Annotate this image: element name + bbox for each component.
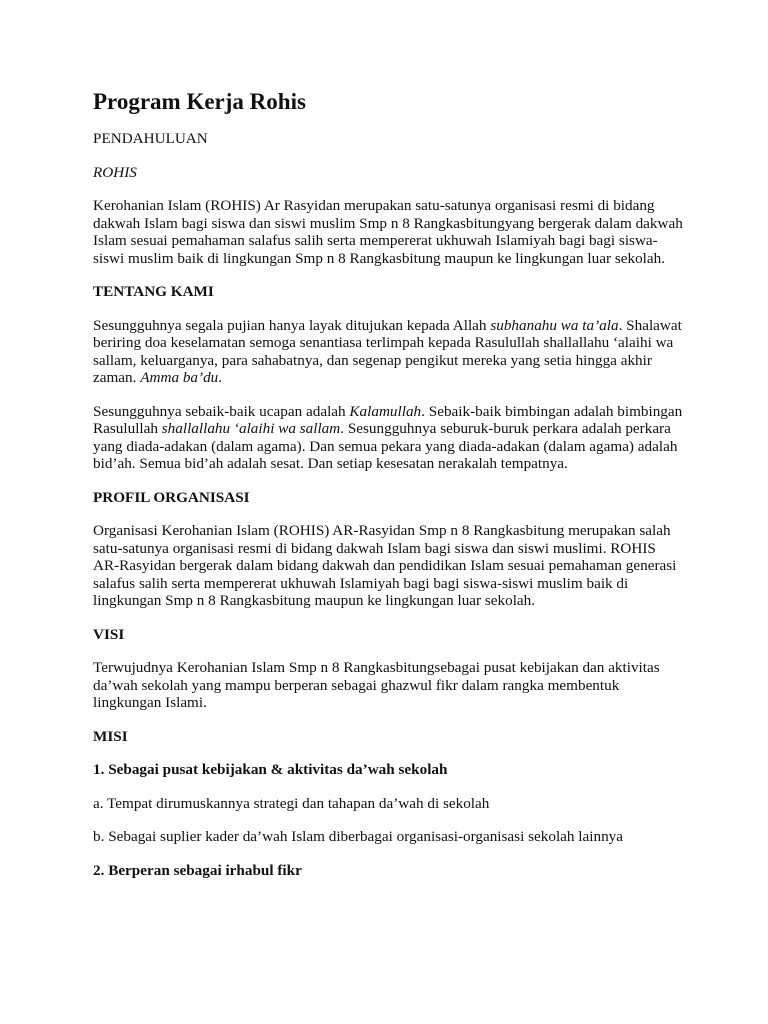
about-p1-text-a: Sesungguhnya segala pujian hanya layak ditujukan kepada Allah: [93, 316, 491, 334]
misi-item-1a: a. Tempat dirumuskannya strategi dan tahapan da’wah di sekolah: [93, 794, 490, 812]
misi-item-2: 2. Berperan sebagai irhabul fikr: [93, 861, 302, 879]
about-p2-text-a: Sesungguhnya sebaik-baik ucapan adalah: [93, 402, 350, 420]
intro-heading: PENDAHULUAN: [93, 130, 208, 147]
misi-heading: MISI: [93, 727, 128, 745]
misi-item-1: 1. Sebagai pusat kebijakan & aktivitas da’wah sekolah: [93, 761, 448, 778]
misi-item-1b: b. Sebagai suplier kader da’wah Islam diberbagai organisasi-organisasi sekolah lainnya: [93, 828, 623, 845]
document-title: Program Kerja Rohis: [93, 89, 306, 114]
document-page: [93, 88, 683, 895]
about-p2-italic-b: Kalamullah: [349, 402, 422, 420]
visi-heading: VISI: [93, 625, 125, 643]
rohis-label: ROHIS: [93, 163, 137, 181]
about-p2-text-e: . Sesungguhnya seburuk-buruk perkara adalah perkara yang diada-adakan (dalam agama). Dan semua pekara yang diada-adakan (dalam agama) adalah bid’ah. Semua bid’ah adalah sesat. Dan setiap kesesatan nerakalah tempatnya.: [93, 420, 678, 472]
about-paragraph-1: [93, 317, 683, 387]
about-p1-italic-b: subhanahu wa ta’ala: [490, 316, 619, 334]
about-paragraph-2: [93, 403, 683, 473]
profile-heading: PROFIL ORGANISASI: [93, 488, 250, 506]
about-p2-text-c: . Sebaik-baik bimbingan adalah bimbingan Rasulullah: [93, 402, 683, 437]
visi-paragraph: Terwujudnya Kerohanian Islam Smp n 8 Rangkasbitungsebagai pusat kebijakan dan aktivitas da’wah sekolah yang mampu berperan sebagai ghazwul fikr dalam rangka membentuk lingkungan Islami.: [93, 659, 660, 711]
about-p1-text-e: .: [218, 369, 223, 386]
intro-paragraph: Kerohanian Islam (ROHIS) Ar Rasyidan merupakan satu-satunya organisasi resmi di bidang dakwah Islam bagi siswa dan siswi muslim Smp n 8 Rangkasbitungyang bergerak dalam dakwah Islam sesuai pemahaman salafus salih serta mempererat ukhuwah Islamiyah bagi bagi siswa-siswi muslim baik di lingkungan Smp n 8 Rangkasbitung maupun ke lingkungan luar sekolah.: [93, 197, 683, 267]
about-p2-italic-d: shallallahu ‘alaihi wa sallam: [161, 420, 341, 437]
about-heading: TENTANG KAMI: [93, 283, 214, 300]
profile-paragraph: Organisasi Kerohanian Islam (ROHIS) AR-Rasyidan Smp n 8 Rangkasbitung merupakan salah satu-satunya organisasi resmi di bidang dakwah Islam bagi siswa dan siswi muslimi. ROHIS AR-Rasyidan bergerak dalam bidang dakwah dan pendidikan Islam sesuai pemahaman generasi salafus salih serta mempererat ukhuwah Islamiyah bagi bagi siswa-siswi muslim baik di lingkungan Smp n 8 Rangkasbitung maupun ke lingkungan luar sekolah.: [93, 522, 677, 609]
about-p1-text-c: . Shalawat beriring doa keselamatan semoga senantiasa terlimpah kepada Rasulullah shallallahu ‘alaihi wa sallam, keluarganya, para sahabatnya, dan segenap pengikut mereka yang setia hingga akhir zaman.: [93, 316, 682, 386]
about-p1-italic-d: Amma ba’du: [140, 369, 219, 386]
